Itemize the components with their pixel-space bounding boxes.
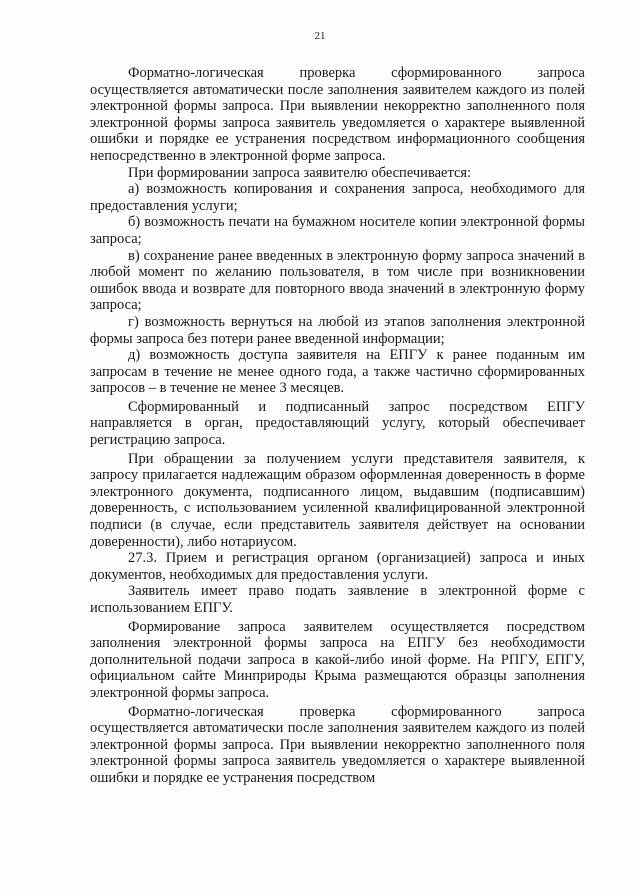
paragraph-section-27-3: 27.3. Прием и регистрация органом (организацией) запроса и иных документов, необходимых для предоставления услуги. xyxy=(90,550,585,583)
paragraph-request-forming: Формирование запроса заявителем осуществляется посредством заполнения электронной формы запроса на ЕПГУ без необходимости дополнительной подачи запроса в какой-либо иной форме. На РПГУ, ЕПГУ, официальном сайте Минприроды Крыма размещаются образцы заполнения электронной формы запроса. xyxy=(90,618,585,701)
paragraph-request-provides: При формировании запроса заявителю обеспечивается: xyxy=(128,164,472,181)
paragraph-item-b: б) возможность печати на бумажном носителе копии электронной формы запроса; xyxy=(90,214,585,247)
document-body xyxy=(90,65,585,787)
paragraph-format-check: Форматно-логическая проверка сформированного запроса осуществляется автоматически после заполнения заявителем каждого из полей электронной формы запроса. При выявлении некорректно заполненного поля электронной формы запроса заявитель уведомляется о характере выявленной ошибки и порядке ее устранения посредством информационного сообщения непосредственно в электронной форме запроса. xyxy=(90,65,585,164)
paragraph-signed-request: Сформированный и подписанный запрос посредством ЕПГУ направляется в орган, предоставляющий услугу, который обеспечивает регистрацию запроса. xyxy=(90,398,585,449)
paragraph-item-d: д) возможность доступа заявителя на ЕПГУ к ранее поданным им запросам в течение не менее одного года, а также частично сформированных запросов – в течение не менее 3 месяцев. xyxy=(90,347,585,397)
paragraph-representative: При обращении за получением услуги представителя заявителя, к запросу прилагается надлежащим образом оформленная доверенность в форме электронного документа, подписанного лицом, выдавшим (подписавшим) доверенность, с использованием усиленной квалифицированной электронной подписи (в случае, если представитель заявителя действует на основании доверенности), либо нотариусом. xyxy=(90,450,585,550)
paragraph-format-check-repeat: Форматно-логическая проверка сформированного запроса осуществляется автоматически после заполнения заявителем каждого из полей электронной формы запроса. При выявлении некорректно заполненного поля электронной формы запроса заявитель уведомляется о характере выявленной ошибки и порядке ее устранения посредством xyxy=(90,703,585,786)
paragraph-item-a: а) возможность копирования и сохранения запроса, необходимого для предоставления услуги; xyxy=(90,181,585,214)
paragraph-item-g: г) возможность вернуться на любой из этапов заполнения электронной формы запроса без потери ранее введенной информации; xyxy=(90,313,585,347)
page-number: 21 xyxy=(314,30,326,42)
paragraph-item-v: в) сохранение ранее введенных в электронную форму запроса значений в любой момент по желанию пользователя, в том числе при возникновении ошибок ввода и возврате для повторного ввода значений в электронную форму запроса; xyxy=(90,247,585,314)
paragraph-applicant-right: Заявитель имеет право подать заявление в электронной форме с использованием ЕПГУ. xyxy=(90,583,585,616)
